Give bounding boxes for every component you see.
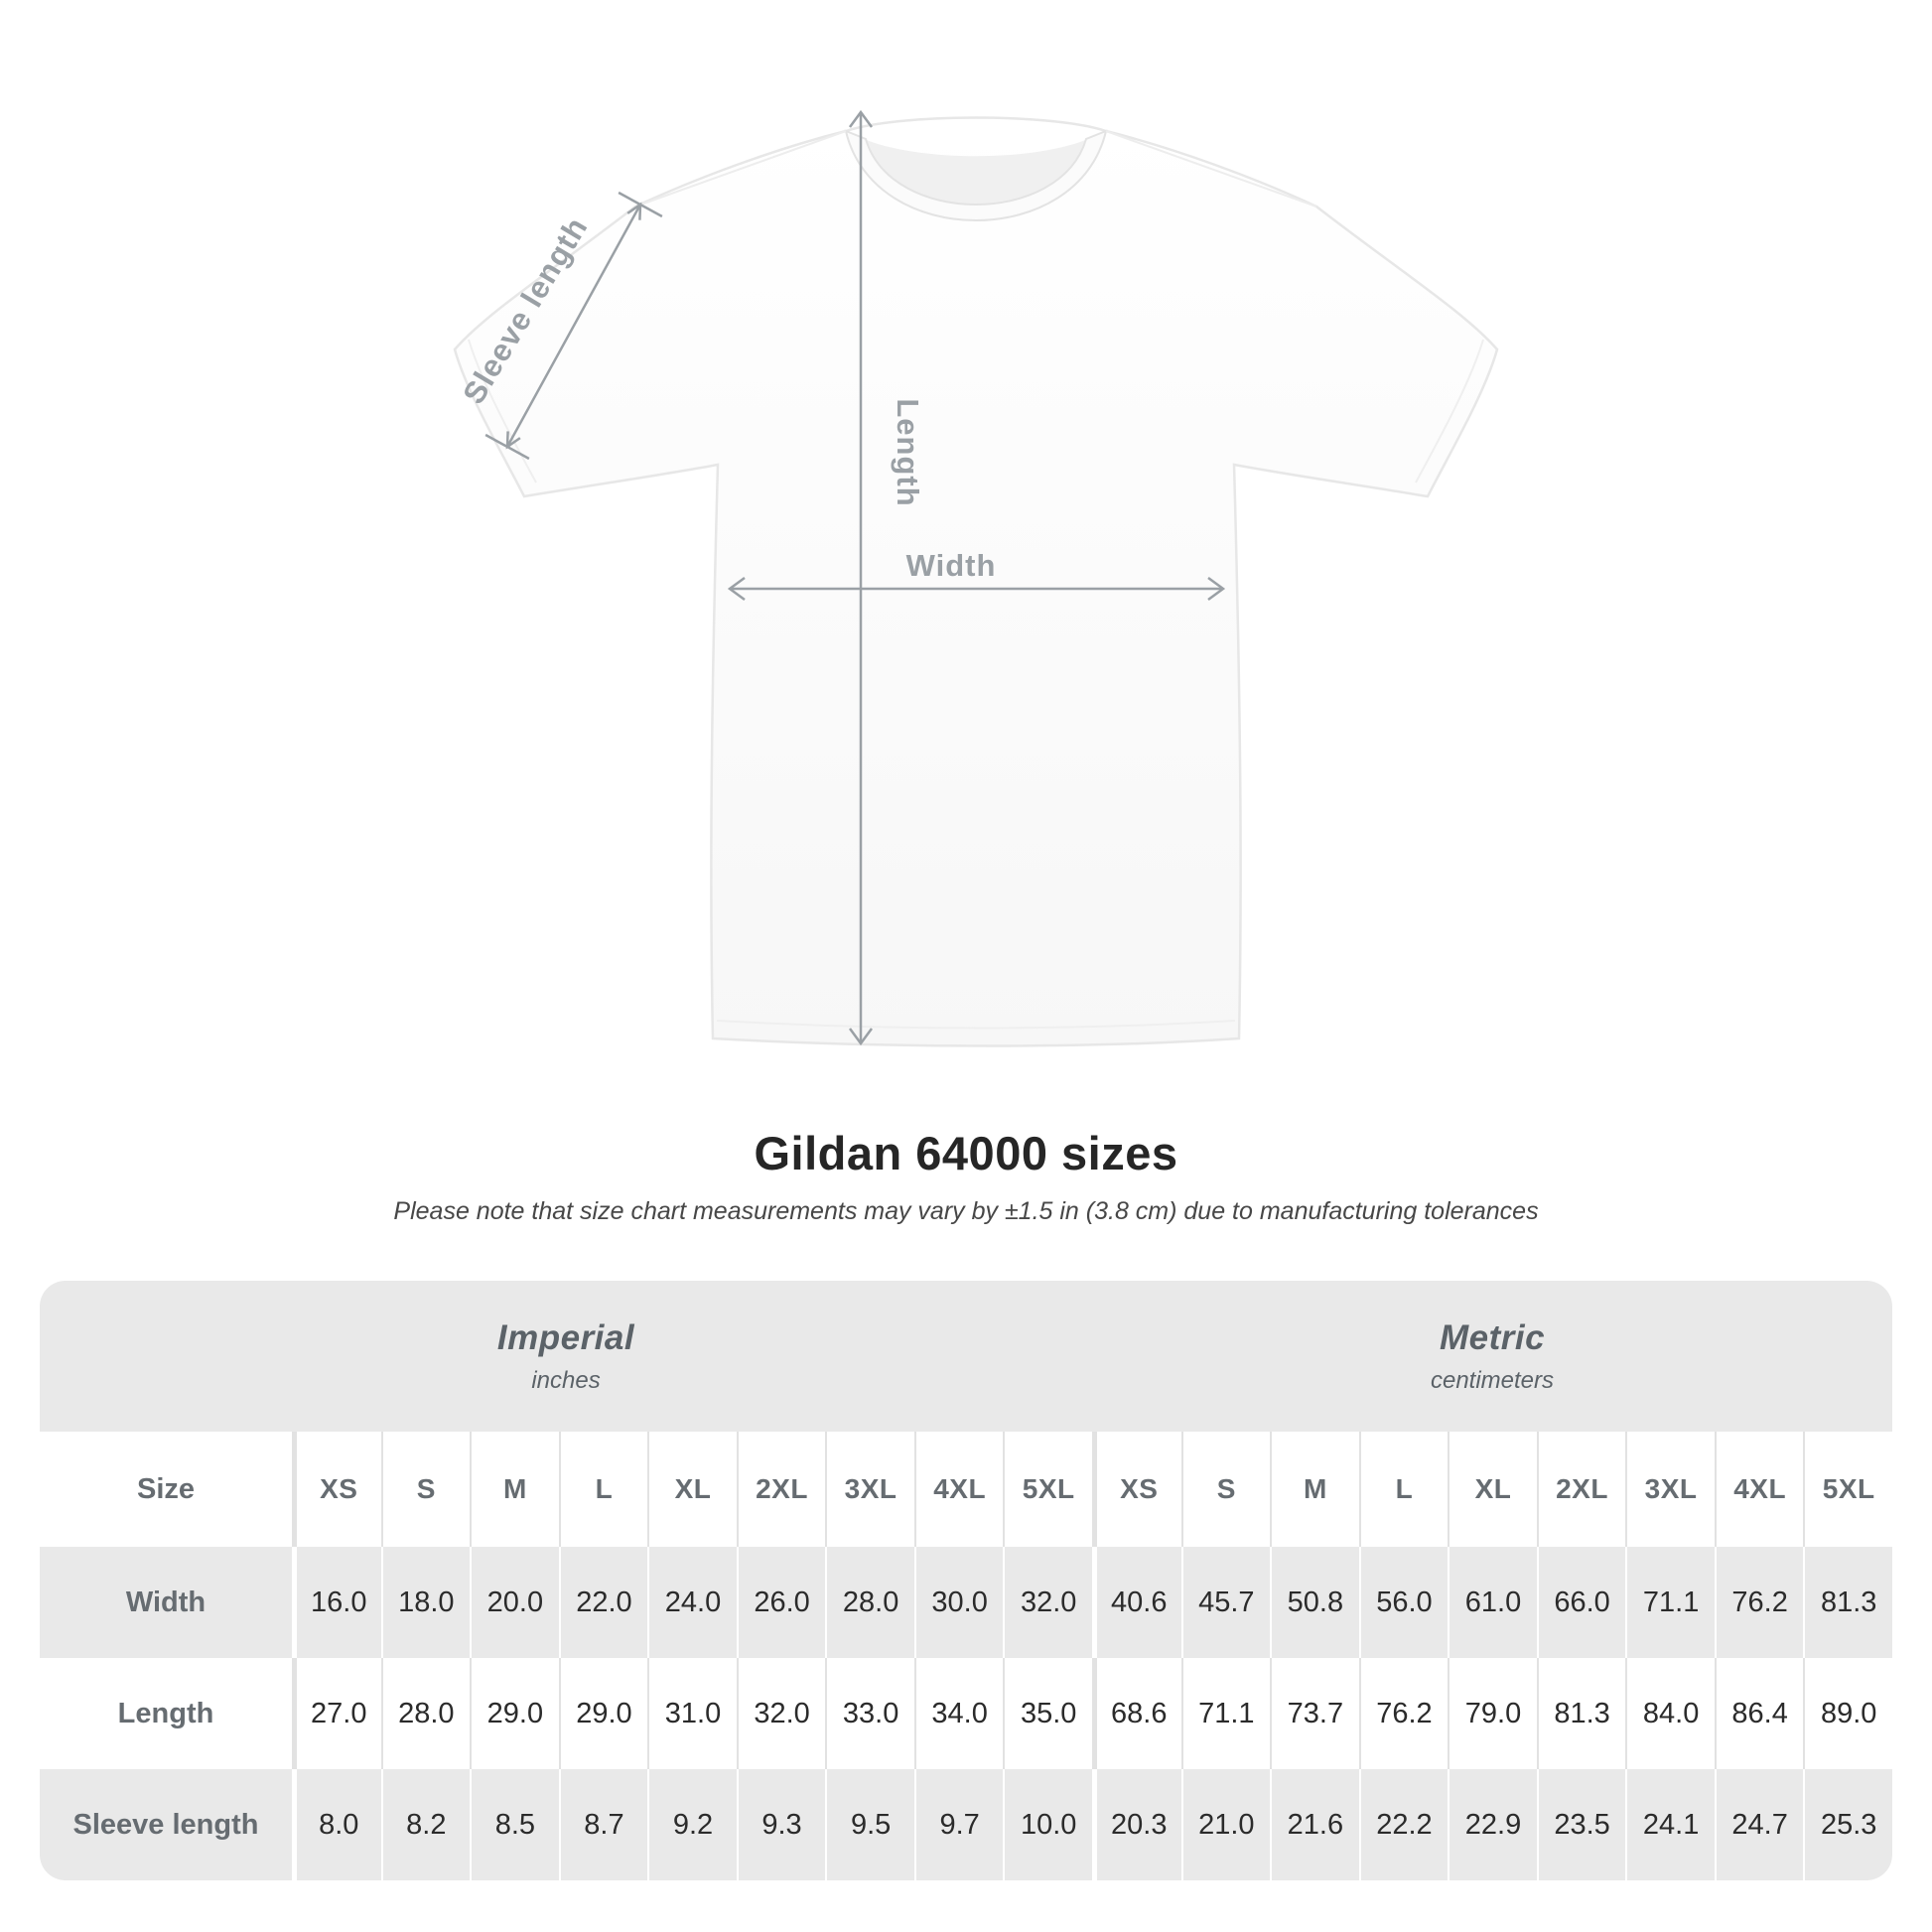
size-column-header: Size xyxy=(136,1472,196,1505)
value-cell-imperial: 35.0 xyxy=(1003,1658,1092,1769)
value-cell-imperial: 28.0 xyxy=(825,1547,914,1658)
size-header-imperial: 2XL xyxy=(737,1432,826,1547)
value-cell-imperial: 9.7 xyxy=(914,1769,1004,1880)
value-cell-metric: 25.3 xyxy=(1803,1769,1892,1880)
size-header-metric: 2XL xyxy=(1537,1432,1626,1547)
value-cell-metric: 79.0 xyxy=(1448,1658,1537,1769)
value-cell-imperial: 24.0 xyxy=(647,1547,737,1658)
row-label: Width xyxy=(125,1586,207,1618)
width-label: Width xyxy=(905,548,997,583)
imperial-title: Imperial xyxy=(496,1317,635,1357)
size-header-imperial: S xyxy=(381,1432,471,1547)
value-cell-imperial: 9.2 xyxy=(647,1769,737,1880)
value-cell-metric: 76.2 xyxy=(1359,1658,1449,1769)
value-cell-imperial: 8.2 xyxy=(381,1769,471,1880)
value-cell-metric: 89.0 xyxy=(1803,1658,1892,1769)
unit-group-metric xyxy=(1092,1281,1892,1432)
value-cell-imperial: 33.0 xyxy=(825,1658,914,1769)
value-cell-metric: 40.6 xyxy=(1092,1547,1181,1658)
value-cell-imperial: 20.0 xyxy=(470,1547,559,1658)
value-cell-metric: 56.0 xyxy=(1359,1547,1449,1658)
value-cell-metric: 71.1 xyxy=(1625,1547,1715,1658)
unit-group-imperial xyxy=(40,1281,1092,1432)
size-header-imperial: 5XL xyxy=(1003,1432,1092,1547)
metric-unit: centimeters xyxy=(1430,1366,1555,1394)
size-header-metric: XL xyxy=(1448,1432,1537,1547)
value-cell-imperial: 31.0 xyxy=(647,1658,737,1769)
value-cell-imperial: 30.0 xyxy=(914,1547,1004,1658)
value-cell-imperial: 26.0 xyxy=(737,1547,826,1658)
value-cell-imperial: 34.0 xyxy=(914,1658,1004,1769)
size-header-imperial: L xyxy=(559,1432,648,1547)
size-header-metric: 5XL xyxy=(1803,1432,1892,1547)
value-cell-metric: 21.6 xyxy=(1270,1769,1359,1880)
width-row xyxy=(40,1547,1892,1658)
value-cell-metric: 22.9 xyxy=(1448,1769,1537,1880)
size-header-row xyxy=(40,1432,1892,1547)
value-cell-imperial: 8.0 xyxy=(292,1769,381,1880)
value-cell-metric: 86.4 xyxy=(1715,1658,1804,1769)
sleeve-length-label: Sleeve length xyxy=(456,210,595,410)
value-cell-imperial: 9.5 xyxy=(825,1769,914,1880)
row-label: Length xyxy=(117,1697,214,1729)
length-label: Length xyxy=(891,398,925,507)
value-cell-metric: 20.3 xyxy=(1092,1769,1181,1880)
value-cell-imperial: 32.0 xyxy=(737,1658,826,1769)
value-cell-metric: 45.7 xyxy=(1181,1547,1271,1658)
size-header-metric: L xyxy=(1359,1432,1449,1547)
value-cell-imperial: 32.0 xyxy=(1003,1547,1092,1658)
value-cell-metric: 23.5 xyxy=(1537,1769,1626,1880)
value-cell-metric: 21.0 xyxy=(1181,1769,1271,1880)
value-cell-imperial: 16.0 xyxy=(292,1547,381,1658)
value-cell-imperial: 18.0 xyxy=(381,1547,471,1658)
size-header-imperial: 4XL xyxy=(914,1432,1004,1547)
size-header-imperial: 3XL xyxy=(825,1432,914,1547)
value-cell-metric: 81.3 xyxy=(1537,1658,1626,1769)
size-header-metric: 3XL xyxy=(1625,1432,1715,1547)
value-cell-metric: 61.0 xyxy=(1448,1547,1537,1658)
size-header-imperial: XL xyxy=(647,1432,737,1547)
size-chart-table xyxy=(40,1281,1892,1880)
value-cell-imperial: 29.0 xyxy=(559,1658,648,1769)
value-cell-imperial: 28.0 xyxy=(381,1658,471,1769)
value-cell-imperial: 22.0 xyxy=(559,1547,648,1658)
value-cell-metric: 81.3 xyxy=(1803,1547,1892,1658)
value-cell-metric: 73.7 xyxy=(1270,1658,1359,1769)
value-cell-metric: 68.6 xyxy=(1092,1658,1181,1769)
value-cell-metric: 71.1 xyxy=(1181,1658,1271,1769)
size-header-metric: S xyxy=(1181,1432,1271,1547)
imperial-unit: inches xyxy=(531,1366,601,1394)
size-header-metric: M xyxy=(1270,1432,1359,1547)
tolerance-note: Please note that size chart measurements may vary by ±1.5 in (3.8 cm) due to manufacturing tolerances xyxy=(393,1197,1539,1225)
value-cell-metric: 50.8 xyxy=(1270,1547,1359,1658)
value-cell-metric: 24.7 xyxy=(1715,1769,1804,1880)
size-header-imperial: M xyxy=(470,1432,559,1547)
page-title: Gildan 64000 sizes xyxy=(754,1127,1178,1179)
size-header-metric: XS xyxy=(1092,1432,1181,1547)
value-cell-metric: 24.1 xyxy=(1625,1769,1715,1880)
row-label: Sleeve length xyxy=(72,1808,259,1841)
value-cell-imperial: 9.3 xyxy=(737,1769,826,1880)
size-header-imperial: XS xyxy=(292,1432,381,1547)
value-cell-imperial: 10.0 xyxy=(1003,1769,1092,1880)
value-cell-imperial: 27.0 xyxy=(292,1658,381,1769)
metric-title: Metric xyxy=(1439,1317,1546,1357)
unit-header-row xyxy=(40,1281,1892,1432)
length-row xyxy=(40,1658,1892,1769)
sleeve-length-row xyxy=(40,1769,1892,1880)
size-header-metric: 4XL xyxy=(1715,1432,1804,1547)
value-cell-metric: 66.0 xyxy=(1537,1547,1626,1658)
value-cell-imperial: 29.0 xyxy=(470,1658,559,1769)
value-cell-metric: 84.0 xyxy=(1625,1658,1715,1769)
value-cell-metric: 22.2 xyxy=(1359,1769,1449,1880)
value-cell-imperial: 8.5 xyxy=(470,1769,559,1880)
value-cell-imperial: 8.7 xyxy=(559,1769,648,1880)
value-cell-metric: 76.2 xyxy=(1715,1547,1804,1658)
